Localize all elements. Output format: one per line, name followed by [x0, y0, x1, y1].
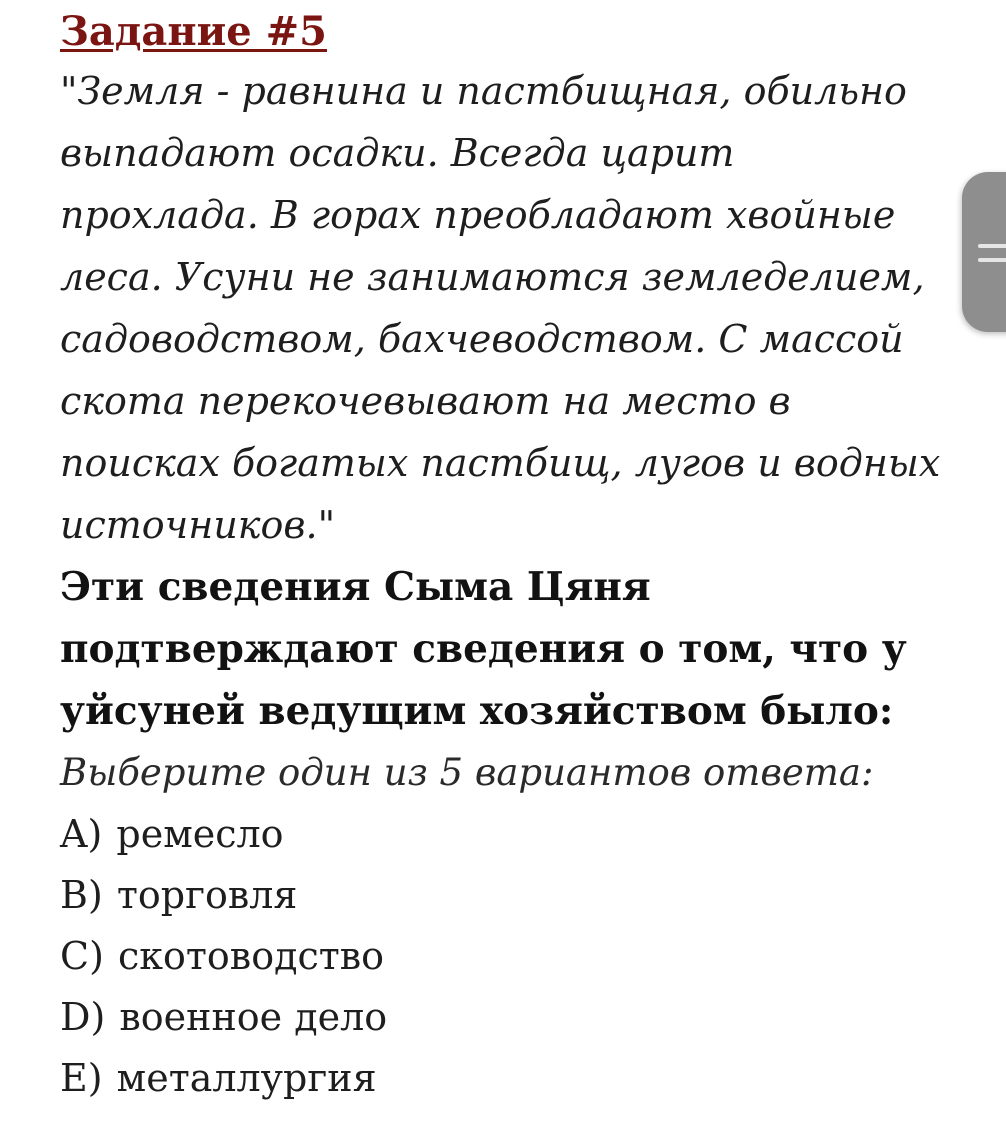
quote-line: "Земля - равнина и пастбищная, обильно — [60, 69, 907, 113]
option-text: скотоводство — [118, 934, 385, 978]
question-line: подтверждают сведения о том, что у — [60, 626, 907, 672]
quote-line: поисках богатых пастбищ, лугов и водных — [60, 441, 941, 485]
quote-line: прохлада. В горах преобладают хвойные — [60, 193, 896, 237]
option-letter: B — [60, 873, 88, 917]
task-content — [60, 4, 980, 1109]
quote-line: садоводством, бахчеводством. С массой — [60, 317, 904, 361]
quote-line: скота перекочевывают на место в — [60, 379, 791, 423]
option-text: торговля — [116, 873, 298, 917]
answer-options — [60, 804, 980, 1109]
question-line: уйсуней ведущим хозяйством было: — [60, 688, 894, 734]
option-text: военное дело — [119, 995, 388, 1039]
side-scroll-handle[interactable] — [962, 172, 1006, 332]
option-letter: C — [60, 934, 90, 978]
option-letter: D — [60, 995, 91, 1039]
option-text: металлургия — [116, 1056, 377, 1100]
answer-option-c[interactable]: C) скотоводство — [60, 934, 385, 978]
answer-option-b[interactable]: B) торговля — [60, 873, 298, 917]
answer-option-d[interactable]: D) военное дело — [60, 995, 388, 1039]
option-text: ремесло — [116, 812, 284, 856]
question-line: Эти сведения Сыма Цяня — [60, 564, 651, 610]
quote-block — [60, 60, 980, 556]
quote-line: выпадают осадки. Всегда царит — [60, 131, 735, 175]
answer-instruction: Выберите один из 5 вариантов ответа: — [60, 751, 874, 794]
answer-option-e[interactable]: E) металлургия — [60, 1056, 377, 1100]
answer-option-a[interactable]: A) ремесло — [60, 812, 284, 856]
quote-line: источников." — [60, 503, 336, 547]
option-letter: A — [60, 812, 88, 856]
task-title[interactable]: Задание #5 — [60, 8, 328, 55]
quote-line: леса. Усуни не занимаются земледелием, — [60, 255, 925, 299]
option-letter: E — [60, 1056, 88, 1100]
question-block — [60, 556, 980, 742]
